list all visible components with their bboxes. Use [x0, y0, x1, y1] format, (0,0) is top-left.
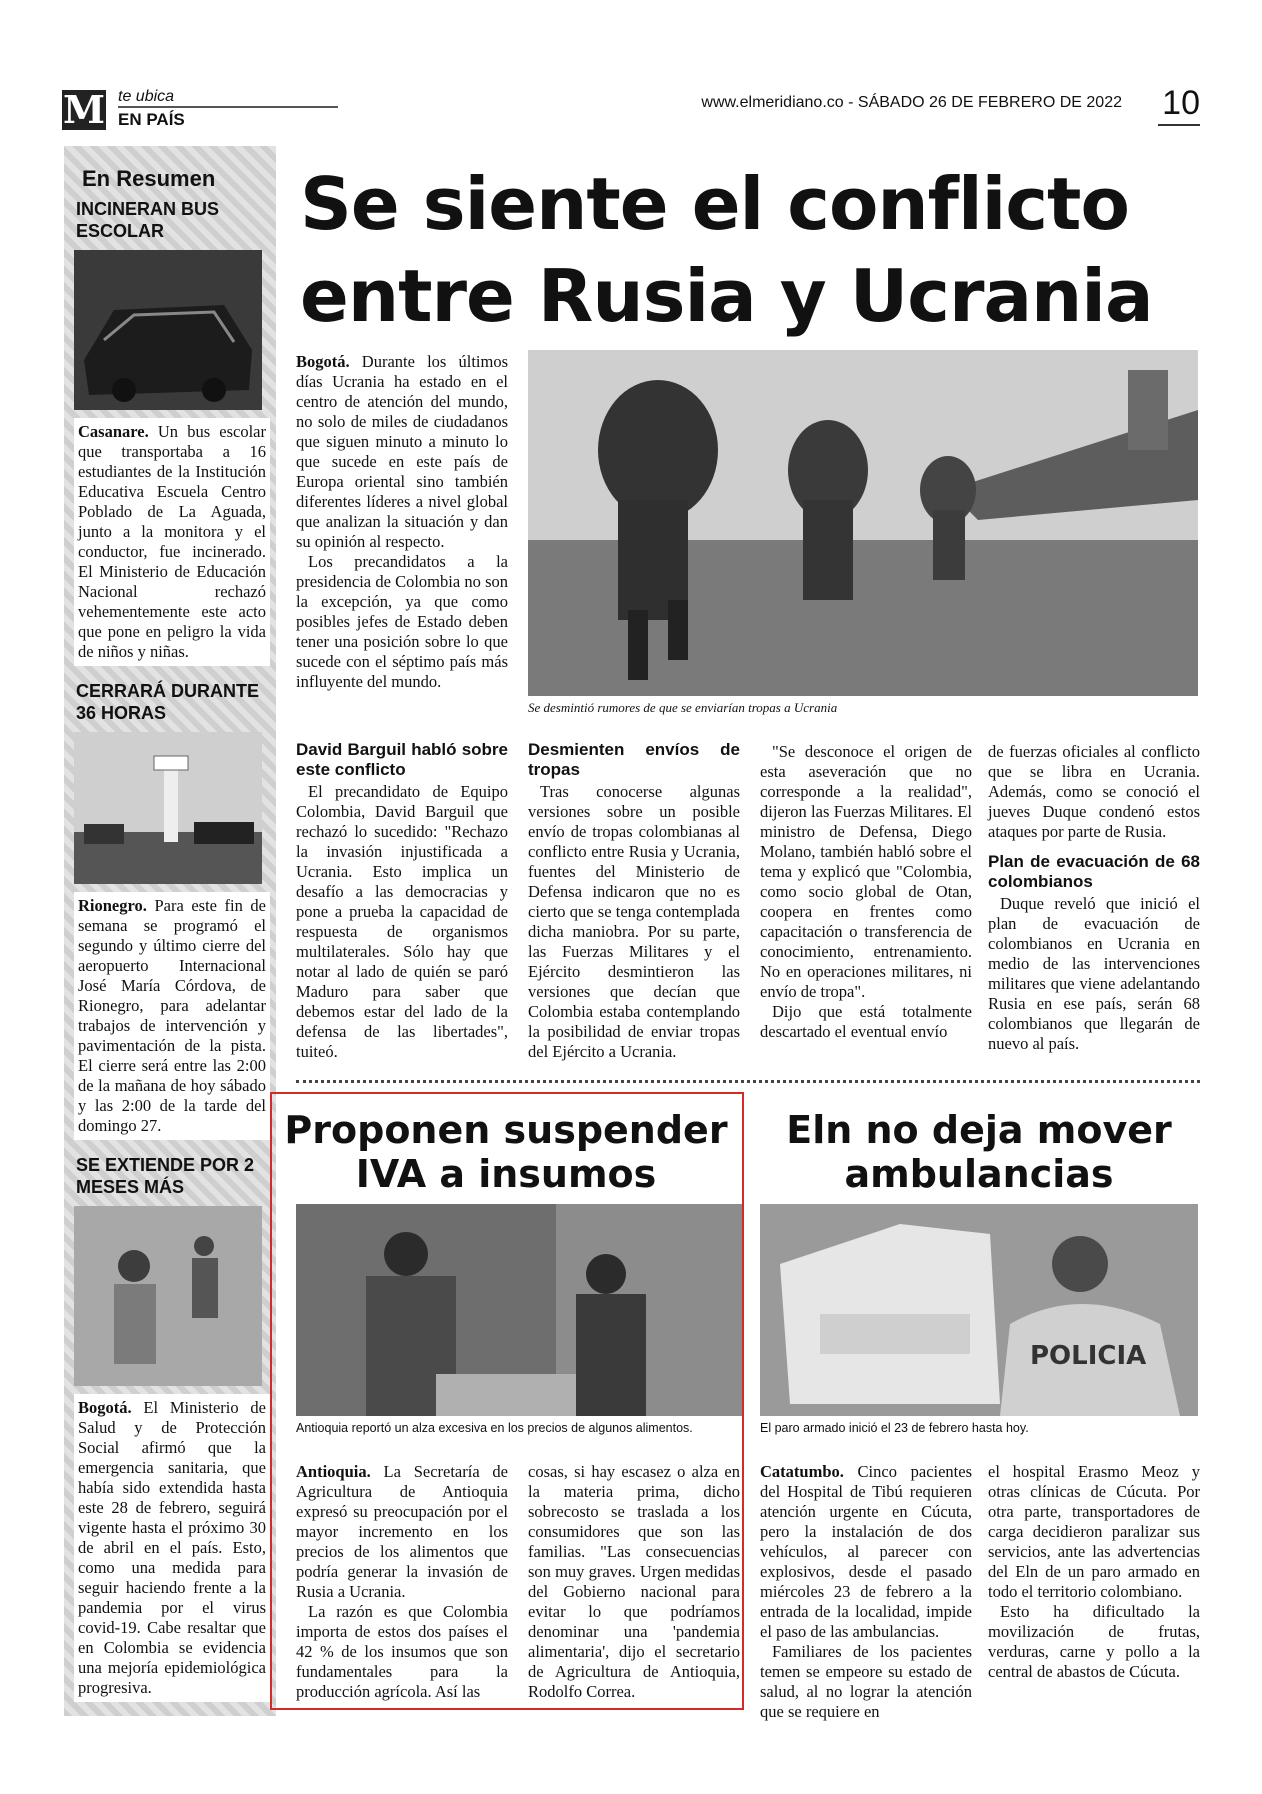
otan-paragraph: "Se desconoce el origen de esta aseveración que no corresponde a la realidad", dijeron las Fuerzas Militares. El ministro de Defensa, Diego Molano, también habló sobre el tema y explicó que "Colombia, como socio global de Otan, coopera en frentes como capacitación o transferencia de conocimiento, entrenamiento. No en operaciones militares, ni envío de tropa".: [760, 742, 972, 1001]
evacuacion-column: [988, 742, 1200, 1054]
summary-item: [74, 680, 270, 1140]
tropas-subheading: Desmienten envíos de tropas: [528, 740, 740, 779]
tropas-paragraph: Tras conocerse algunas versiones sobre un posible envío de tropas colombianas al conflicto entre Rusia y Ucrania, fuentes del Ministerio de Defensa indicaron que no es cierto que se tenga contemplada dicha maniobra. Por su parte, las Fuerzas Militares y el Ejército desmintieron las versiones que decían que Colombia estaba contemplando la posibilidad de enviar tropas del Ejército a Ucrania.: [528, 782, 740, 1061]
eln-headline-line: Eln no deja mover: [786, 1108, 1172, 1152]
main-headline: [300, 158, 1200, 342]
summary-heading: CERRARÁ DURANTE 36 HORAS: [76, 681, 259, 723]
eln-lead: Catatumbo.: [760, 1462, 844, 1481]
sidebar-title: En Resumen: [82, 166, 216, 191]
summary-body: Un bus escolar que transportaba a 16 estudiantes de la Institución Educativa Escuela Centro Poblado de La Aguada, junto a la monitora y el conductor, fue incinerado. El Ministerio de Educación Nacional rechazó vehementemente este acto que pone en peligro la vida de niños y niñas.: [78, 422, 266, 661]
intro-column: [296, 352, 508, 692]
barguil-subheading: David Barguil habló sobre este conflicto: [296, 740, 508, 779]
iva-paragraph: cosas, si hay escasez o alza en la materia prima, dicho sobrecosto se traslada a los consumidores que son las familias. "Las consecuencias son muy graves. Urgen medidas del Gobierno nacional para evitar lo que podríamos denominar una 'pandemia alimentaria', dijo el secretario de Agricultura de Antioquia, Rodolfo Correa.: [528, 1462, 740, 1701]
main-headline-line: Se siente el conflicto: [300, 162, 1129, 246]
otan-column: [760, 742, 972, 1042]
main-headline-line: entre Rusia y Ucrania: [300, 254, 1153, 338]
header-rule: [118, 106, 338, 108]
market-photo-caption: Antioquia reportó un alza excesiva en los precios de algunos alimentos.: [296, 1421, 693, 1435]
eln-headline-line: ambulancias: [844, 1152, 1114, 1196]
summary-text: [74, 892, 270, 1140]
summary-lead: Casanare.: [78, 422, 149, 441]
airport-photo: [74, 732, 262, 884]
sidebar: [74, 146, 270, 1702]
iva-column-right: [528, 1462, 740, 1702]
iva-column-left: [296, 1462, 508, 1702]
evacuacion-paragraph: Duque reveló que inició el plan de evacuación de colombianos en Ucrania en medio de las intervenciones militares que viene adelantando Rusia en ese país, serán 68 colombianos que llegarán de nuevo al país.: [988, 894, 1200, 1053]
iva-lead: Antioquia.: [296, 1462, 371, 1481]
summary-heading: SE EXTIENDE POR 2 MESES MÁS: [76, 1155, 255, 1197]
iva-headline-line: Proponen suspender: [284, 1108, 728, 1152]
iva-paragraph: La razón es que Colombia importa de estos dos países el 42 % de los insumos que son fundamentales para la producción agrícola. Así las: [296, 1602, 508, 1701]
summary-item: [74, 1154, 270, 1702]
iva-paragraph: La Secretaría de Agricultura de Antioquia expresó su preocupación por el mayor incremento en los precios de los alimentos que podría generar la invasión de Rusia a Ucrania.: [296, 1462, 508, 1601]
intro-lead: Bogotá.: [296, 352, 350, 371]
section-divider: [296, 1080, 1200, 1083]
burned-bus-photo: [74, 250, 262, 410]
otan-paragraph: Dijo que está totalmente descartado el eventual envío: [760, 1002, 972, 1041]
dateline: www.elmeridiano.co - SÁBADO 26 DE FEBRERO DE 2022: [701, 94, 1122, 111]
evacuacion-paragraph: de fuerzas oficiales al conflicto que se libra en Ucrania. Además, como se conoció el jueves Duque condenó estos ataques por parte de Rusia.: [988, 742, 1200, 841]
ambulance-photo: [760, 1204, 1198, 1416]
ambulance-photo-caption: El paro armado inició el 23 de febrero hasta hoy.: [760, 1421, 1029, 1435]
barguil-column: [296, 734, 508, 1062]
eln-paragraph: Cinco pacientes del Hospital de Tibú requieren atención urgente en Cúcuta, pero la instalación de dos vehículos, al parecer con explosivos, desde el pasado miércoles 23 de febrero a la entrada de la localidad, impide el paso de las ambulancias.: [760, 1462, 972, 1641]
intro-paragraph: Los precandidatos a la presidencia de Colombia no son la excepción, ya que como posibles jefes de Estado deben tener una posición sobre lo que sucede con el séptimo país más influyente del mundo.: [296, 552, 508, 691]
newspaper-logo: M: [62, 87, 106, 132]
tropas-column: [528, 734, 740, 1062]
iva-headline: [284, 1108, 728, 1196]
police-vest-text: POLICIA: [1030, 1341, 1147, 1371]
eln-paragraph: el hospital Erasmo Meoz y otras clínicas de Cúcuta. Por otra parte, transportadores de carga decidieron paralizar sus servicios, ante las advertencias del Eln de un paro armado en todo el territorio colombiano.: [988, 1462, 1200, 1601]
eln-paragraph: Familiares de los pacientes temen se empeore su estado de salud, al no lograr la atención que se requiere en: [760, 1642, 972, 1721]
summary-item: [74, 198, 270, 666]
summary-text: [74, 418, 270, 666]
eln-column-left: [760, 1462, 972, 1722]
iva-headline-line: IVA a insumos: [355, 1152, 657, 1196]
market-photo: [296, 1204, 742, 1416]
section-name: EN PAÍS: [118, 110, 185, 129]
eln-column-right: [988, 1462, 1200, 1682]
eln-headline: [760, 1108, 1198, 1196]
summary-lead: Rionegro.: [78, 896, 147, 915]
pedestrians-photo: [74, 1206, 262, 1386]
barguil-paragraph: El precandidato de Equipo Colombia, David Barguil que rechazó lo sucedido: "Rechazo la invasión injustificada a Ucrania. Esto implica un desafío a las democracias y pone a prueba la capacidad de respuesta de organismos multilaterales. Sólo hay que notar al lado de quién se paró Maduro para saber que debemos estar del lado de la defensa de las libertades", tuiteó.: [296, 782, 508, 1061]
header-kicker: te ubica: [118, 88, 175, 105]
soldiers-photo-caption: Se desmintió rumores de que se enviarían tropas a Ucrania: [528, 700, 838, 715]
eln-paragraph: Esto ha dificultado la movilización de frutas, verduras, carne y pollo a la central de abastos de Cúcuta.: [988, 1602, 1200, 1681]
intro-paragraph: Durante los últimos días Ucrania ha estado en el centro de atención del mundo, no solo de miles de ciudadanos que siguen minuto a minuto lo que sucede en este país de Europa oriental sino también diferentes líderes a nivel global que analizan la situación y dan su opinión al respecto.: [296, 352, 508, 551]
page-number-rule: [1158, 124, 1200, 126]
summary-heading: INCINERAN BUS ESCOLAR: [76, 199, 220, 241]
page-number: 10: [1162, 84, 1200, 122]
evacuacion-subheading: Plan de evacuación de 68 colombianos: [988, 852, 1200, 891]
summary-text: [74, 1394, 270, 1702]
summary-body: Para este fin de semana se programó el segundo y último cierre del aeropuerto Internacional José María Córdova, de Rionegro, para adelantar trabajos de intervención y pavimentación de la pista. El cierre será entre las 2:00 de la mañana de hoy sábado y las 2:00 de la tarde del domingo 27.: [78, 896, 266, 1135]
summary-lead: Bogotá.: [78, 1398, 132, 1417]
soldiers-photo: [528, 350, 1198, 696]
summary-body: El Ministerio de Salud y de Protección Social afirmó que la emergencia sanitaria, que había sido extendida hasta este 28 de febrero, seguirá vigente hasta el próximo 30 de abril en el país. Esto, como una medida para seguir haciendo frente a la pandemia por el virus covid-19. Cabe resaltar que en Colombia se evidencia una mejoría epidemiológica progresiva.: [78, 1398, 266, 1697]
